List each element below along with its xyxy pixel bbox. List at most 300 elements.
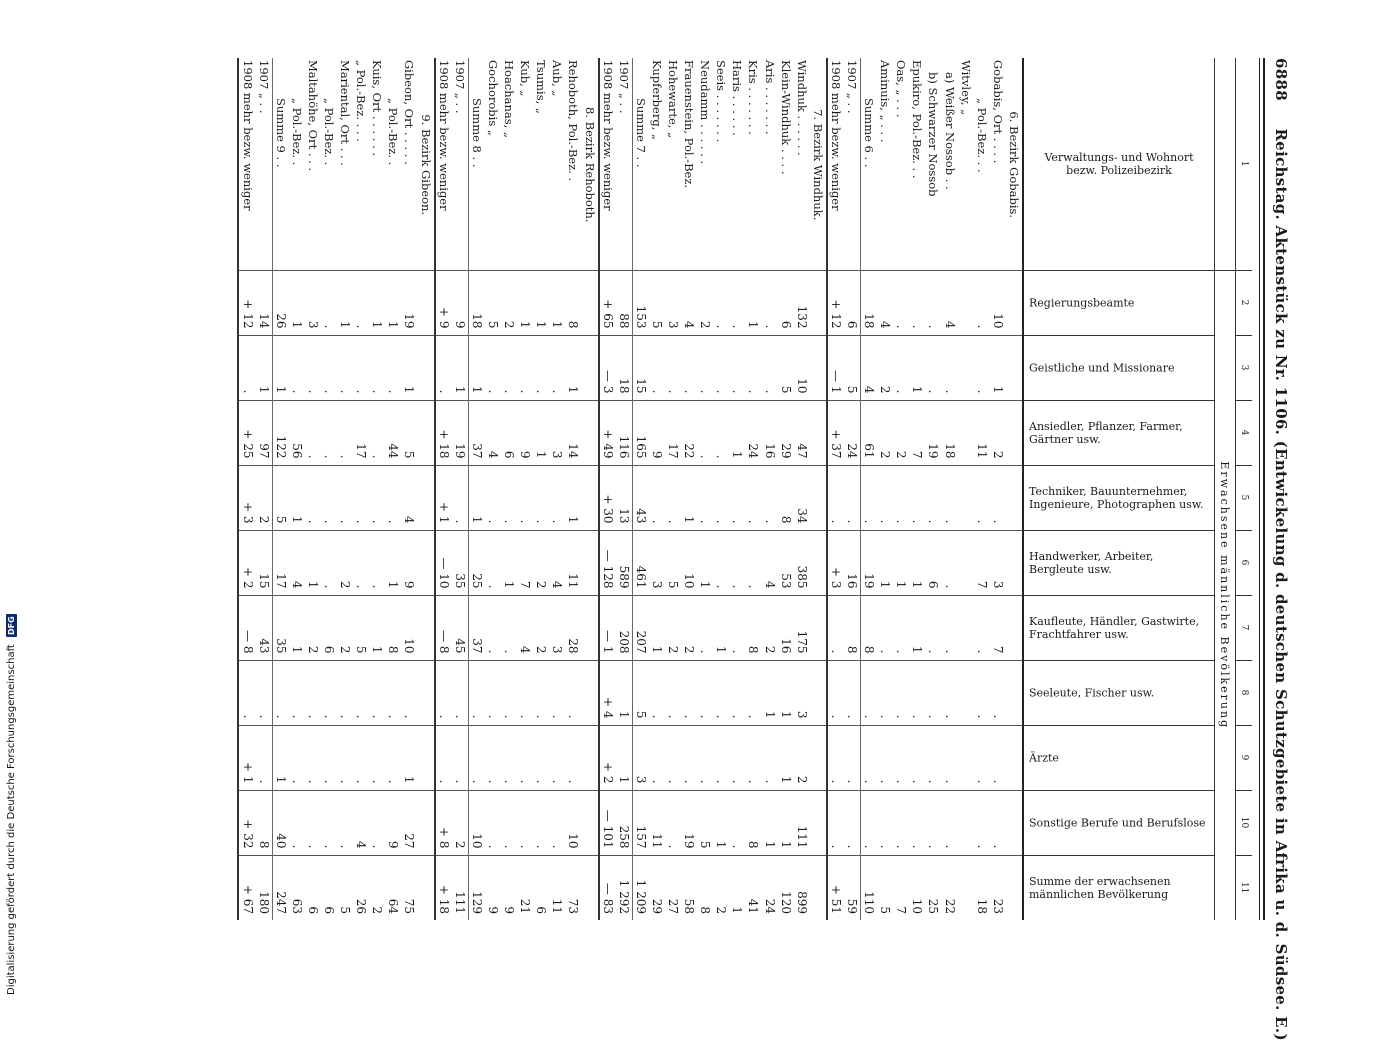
column-number: 9 xyxy=(1236,725,1253,790)
cell-value: 27 xyxy=(665,855,681,920)
cell-value: 4 xyxy=(401,465,417,530)
cell-value xyxy=(810,400,827,465)
population-table xyxy=(238,58,1253,920)
cell-value: 2 xyxy=(369,855,385,920)
cell-value xyxy=(418,725,435,790)
cell-value: . xyxy=(893,790,909,855)
cell-value: 1 xyxy=(468,335,485,400)
cell-value xyxy=(1006,465,1023,530)
table-row xyxy=(925,58,941,920)
cell-value: 5 xyxy=(877,855,893,920)
cell-value: . xyxy=(844,790,861,855)
cell-value: 10 xyxy=(909,855,925,920)
cell-value: 4 xyxy=(353,790,369,855)
cell-value: . xyxy=(877,595,893,660)
cell-value: . xyxy=(893,270,909,335)
row-label: Summe 9 . . xyxy=(272,58,289,270)
cell-value: . xyxy=(909,660,925,725)
cell-value: 8 xyxy=(745,790,761,855)
cell-value: 3 xyxy=(794,660,810,725)
cell-value: . xyxy=(321,270,337,335)
digitization-note-text: Digitalisierung gefördert durch die Deutsche Forschungsgemeinschaft xyxy=(6,644,17,995)
cell-value: 6 xyxy=(321,855,337,920)
column-number: 11 xyxy=(1236,855,1253,920)
cell-value: . xyxy=(762,335,778,400)
cell-value: 73 xyxy=(565,855,581,920)
cell-value: . xyxy=(468,725,485,790)
cell-value: 19 xyxy=(925,400,941,465)
cell-value: . xyxy=(697,725,713,790)
cell-value: 15 xyxy=(256,530,273,595)
cell-value: 2 xyxy=(305,595,321,660)
cell-value: + 49 xyxy=(599,400,616,465)
cell-value: 385 xyxy=(794,530,810,595)
cell-value: 153 xyxy=(632,270,649,335)
row-label: „ Pol.-Bez. . xyxy=(289,98,304,166)
cell-value: . xyxy=(533,660,549,725)
cell-value: 18 xyxy=(616,335,633,400)
cell-value: . xyxy=(321,530,337,595)
cell-value: . xyxy=(353,335,369,400)
cell-value: 6 xyxy=(844,270,861,335)
cell-value: 1 xyxy=(369,595,385,660)
cell-value: 29 xyxy=(649,855,665,920)
table-row xyxy=(778,58,794,920)
column-header xyxy=(1023,465,1215,530)
cell-value xyxy=(1006,725,1023,790)
cell-value: . xyxy=(369,335,385,400)
cell-value: . xyxy=(501,465,517,530)
cell-value: . xyxy=(827,660,844,725)
cell-value: . xyxy=(762,725,778,790)
cell-value: 19 xyxy=(681,790,697,855)
cell-value: . xyxy=(549,465,565,530)
cell-value: 1 xyxy=(681,465,697,530)
cell-value: . xyxy=(713,725,729,790)
column-number: 10 xyxy=(1236,790,1253,855)
cell-value: 75 xyxy=(401,855,417,920)
cell-value: . xyxy=(942,725,958,790)
cell-value: 19 xyxy=(401,270,417,335)
cell-value: 9 xyxy=(517,400,533,465)
cell-value: 14 xyxy=(256,270,273,335)
table-row xyxy=(533,58,549,920)
cell-value: 5 xyxy=(844,335,861,400)
column-header xyxy=(1023,335,1215,400)
cell-value: 3 xyxy=(549,595,565,660)
table-row xyxy=(353,58,369,920)
cell-value: 44 xyxy=(385,400,401,465)
row-label: Oas, „ . . . xyxy=(894,60,909,118)
row-label: Gibeon, Ort . . . . . xyxy=(402,60,417,165)
cell-value: 24 xyxy=(745,400,761,465)
cell-value: + 9 xyxy=(435,270,452,335)
cell-value: 4 xyxy=(289,530,305,595)
row-label: Seeis . . . . . . . xyxy=(714,60,729,143)
cell-value: . xyxy=(681,725,697,790)
cell-value: 24 xyxy=(762,855,778,920)
cell-value: . xyxy=(305,465,321,530)
cell-value xyxy=(581,790,598,855)
cell-value: . xyxy=(861,465,878,530)
cell-value: 27 xyxy=(401,790,417,855)
cell-value xyxy=(1006,400,1023,465)
cell-value xyxy=(810,725,827,790)
cell-value: 8 xyxy=(844,595,861,660)
cell-value: . xyxy=(549,335,565,400)
cell-value: 64 xyxy=(385,855,401,920)
cell-value: . xyxy=(272,660,289,725)
cell-value: . xyxy=(485,530,501,595)
cell-value: 1 xyxy=(549,270,565,335)
cell-value xyxy=(418,465,435,530)
table-row xyxy=(501,58,517,920)
cell-value: 132 xyxy=(794,270,810,335)
cell-value: 1 xyxy=(745,270,761,335)
table-row xyxy=(305,58,321,920)
cell-value: 5 xyxy=(353,595,369,660)
cell-value: . xyxy=(713,660,729,725)
sum-row xyxy=(861,58,878,920)
cell-value: . xyxy=(337,725,353,790)
cell-value: . xyxy=(305,725,321,790)
table-row xyxy=(909,58,925,920)
cell-value: . xyxy=(713,335,729,400)
cell-value: . xyxy=(925,595,941,660)
cell-value xyxy=(581,335,598,400)
table-row xyxy=(337,58,353,920)
cell-value xyxy=(1006,855,1023,920)
cell-value: 6 xyxy=(501,400,517,465)
cell-value: . xyxy=(435,725,452,790)
cell-value: . xyxy=(256,660,273,725)
cell-value: . xyxy=(401,660,417,725)
column-header-text: Handwerker, Arbeiter, Bergleute usw. xyxy=(1029,549,1154,576)
cell-value: . xyxy=(729,335,745,400)
cell-value: 120 xyxy=(778,855,794,920)
table-row xyxy=(369,58,385,920)
table-row xyxy=(942,58,958,920)
cell-value: 2 xyxy=(762,595,778,660)
page-title: Reichstag. Aktenstück zu Nr. 1106. (Entwickelung d. deutschen Schutzgebiete in Afrika u. d. Südsee. E.) xyxy=(1272,128,1290,1041)
cell-value: 88 xyxy=(616,270,633,335)
cell-value: . xyxy=(239,660,256,725)
cell-value: 58 xyxy=(681,855,697,920)
sum-row xyxy=(468,58,485,920)
cell-value: 2 xyxy=(877,400,893,465)
row-label: Summe 7 . . xyxy=(632,58,649,270)
cell-value: 6 xyxy=(321,595,337,660)
row-label: Gochorobis „ xyxy=(485,60,500,136)
cell-value: 8 xyxy=(565,270,581,335)
cell-value: 5 xyxy=(337,855,353,920)
cell-value: 1 xyxy=(517,270,533,335)
row-label: „ Pol.-Bez. . xyxy=(322,98,337,166)
cell-value: 5 xyxy=(665,530,681,595)
cell-value xyxy=(1006,335,1023,400)
cell-value: . xyxy=(745,660,761,725)
cell-value xyxy=(958,790,974,855)
cell-value: . xyxy=(713,465,729,530)
row-label: Hoachanas, „ xyxy=(502,60,517,138)
cell-value: 1 xyxy=(909,595,925,660)
cell-value: — 101 xyxy=(599,790,616,855)
cell-value: . xyxy=(337,400,353,465)
cell-value: . xyxy=(974,790,990,855)
cell-value: — 1 xyxy=(827,335,844,400)
cell-value: 2 xyxy=(681,595,697,660)
cell-value: . xyxy=(942,335,958,400)
cell-value: 7 xyxy=(990,595,1006,660)
cell-value: 18 xyxy=(468,270,485,335)
cell-value: + 51 xyxy=(827,855,844,920)
cell-value: + 18 xyxy=(435,855,452,920)
cell-value: . xyxy=(909,790,925,855)
column-header xyxy=(1023,270,1215,335)
cell-value: . xyxy=(289,335,305,400)
cell-value: . xyxy=(565,660,581,725)
column-number: 5 xyxy=(1236,465,1253,530)
cell-value: 1 xyxy=(452,335,469,400)
cell-value: 2 xyxy=(452,790,469,855)
cell-value: 3 xyxy=(665,270,681,335)
cell-value: . xyxy=(893,595,909,660)
sum-row xyxy=(632,58,649,920)
cell-value: 1 xyxy=(877,530,893,595)
cell-value xyxy=(1006,790,1023,855)
cell-value: . xyxy=(697,595,713,660)
row-label: „ Pol.-Bez. . . xyxy=(974,98,989,173)
column-header-text: Geistliche und Missionare xyxy=(1029,361,1175,374)
table-row xyxy=(649,58,665,920)
cell-value: 1 xyxy=(616,660,633,725)
cell-value: 1 xyxy=(909,335,925,400)
table-row xyxy=(321,58,337,920)
cell-value: 10 xyxy=(565,790,581,855)
cell-value xyxy=(810,595,827,660)
cell-value: 17 xyxy=(272,530,289,595)
cell-value: + 37 xyxy=(827,400,844,465)
column-header xyxy=(1023,790,1215,855)
cell-value: . xyxy=(369,660,385,725)
cell-value: 116 xyxy=(616,400,633,465)
cell-value: . xyxy=(321,400,337,465)
table-row xyxy=(385,58,401,920)
table-row xyxy=(549,58,565,920)
cell-value: 34 xyxy=(794,465,810,530)
dfg-logo: DFG xyxy=(7,616,16,635)
cell-value: . xyxy=(877,725,893,790)
cell-value: 2 xyxy=(533,530,549,595)
cell-value: 22 xyxy=(681,400,697,465)
row-label: Frauenstein, Pol.-Bez. xyxy=(682,60,697,189)
cell-value: 97 xyxy=(256,400,273,465)
cell-value: 4 xyxy=(485,400,501,465)
cell-value: . xyxy=(501,595,517,660)
cell-value: 1 xyxy=(565,465,581,530)
cell-value: 1 xyxy=(289,270,305,335)
table-row xyxy=(289,58,305,920)
cell-value xyxy=(958,725,974,790)
cell-value xyxy=(958,400,974,465)
cell-value: . xyxy=(385,725,401,790)
column-header-text: Sonstige Berufe und Berufslose xyxy=(1029,816,1206,829)
table-row xyxy=(697,58,713,920)
cell-value: . xyxy=(485,595,501,660)
cell-value: . xyxy=(697,660,713,725)
cell-value: . xyxy=(533,790,549,855)
table-row xyxy=(616,58,633,920)
cell-value: 899 xyxy=(794,855,810,920)
cell-value: 1 xyxy=(762,790,778,855)
row-label: 1907 „ . . xyxy=(845,60,860,114)
cell-value: 61 xyxy=(861,400,878,465)
cell-value: . xyxy=(369,465,385,530)
cell-value: 8 xyxy=(861,595,878,660)
column-number: 4 xyxy=(1236,400,1253,465)
cell-value: + 2 xyxy=(239,530,256,595)
section-row xyxy=(418,58,435,920)
cell-value: 10 xyxy=(794,335,810,400)
cell-value: . xyxy=(353,725,369,790)
cell-value: . xyxy=(844,725,861,790)
column-number: 3 xyxy=(1236,335,1253,400)
table-row xyxy=(990,58,1006,920)
cell-value: 41 xyxy=(745,855,761,920)
difference-row xyxy=(435,58,452,920)
cell-value: . xyxy=(827,725,844,790)
cell-value: . xyxy=(305,660,321,725)
column-number: 6 xyxy=(1236,530,1253,595)
row-label: Neudamm . . . . . . xyxy=(698,60,713,165)
cell-value: . xyxy=(321,465,337,530)
cell-value: 1 xyxy=(565,335,581,400)
cell-value: 129 xyxy=(468,855,485,920)
cell-value: . xyxy=(974,725,990,790)
cell-value: . xyxy=(893,335,909,400)
cell-value xyxy=(1006,595,1023,660)
cell-value: 4 xyxy=(877,270,893,335)
cell-value: 25 xyxy=(925,855,941,920)
cell-value xyxy=(958,855,974,920)
cell-value: 8 xyxy=(256,790,273,855)
cell-value: . xyxy=(337,335,353,400)
row-label: Hohewarte, „ xyxy=(665,60,680,139)
table-row xyxy=(517,58,533,920)
cell-value: 2 xyxy=(877,335,893,400)
cell-value: 10 xyxy=(401,595,417,660)
cell-value: 17 xyxy=(353,400,369,465)
cell-value: 4 xyxy=(681,270,697,335)
cell-value: 5 xyxy=(401,400,417,465)
table-row xyxy=(401,58,417,920)
cell-value: . xyxy=(501,725,517,790)
column-number-row xyxy=(1236,58,1253,920)
cell-value: 14 xyxy=(565,400,581,465)
cell-value: 3 xyxy=(305,270,321,335)
cell-value: 53 xyxy=(778,530,794,595)
cell-value: . xyxy=(289,725,305,790)
cell-value: 9 xyxy=(385,790,401,855)
cell-value: 18 xyxy=(861,270,878,335)
cell-value xyxy=(581,855,598,920)
cell-value: . xyxy=(289,660,305,725)
cell-value: — 8 xyxy=(435,595,452,660)
cell-value: 11 xyxy=(974,400,990,465)
cell-value: + 8 xyxy=(435,790,452,855)
cell-value: 10 xyxy=(990,270,1006,335)
column-header-text: Regierungsbeamte xyxy=(1029,296,1135,309)
cell-value xyxy=(810,660,827,725)
cell-value: — 1 xyxy=(599,595,616,660)
row-label: Aris . . . . . . . xyxy=(762,60,777,135)
cell-value: 37 xyxy=(468,595,485,660)
column-header-text: Techniker, Bauunternehmer, Ingenieure, Photographen usw. xyxy=(1029,484,1204,511)
cell-value: . xyxy=(289,790,305,855)
cell-value: + 12 xyxy=(827,270,844,335)
cell-value: 5 xyxy=(632,660,649,725)
column-header xyxy=(1023,855,1215,920)
cell-value: 2 xyxy=(533,595,549,660)
cell-value: . xyxy=(385,465,401,530)
cell-value: 2 xyxy=(990,400,1006,465)
cell-value: . xyxy=(549,790,565,855)
cell-value: . xyxy=(321,660,337,725)
cell-value: 3 xyxy=(649,530,665,595)
column-header xyxy=(1023,530,1215,595)
cell-value: . xyxy=(729,725,745,790)
cell-value: + 12 xyxy=(239,270,256,335)
cell-value: 6 xyxy=(778,270,794,335)
cell-value: . xyxy=(305,790,321,855)
cell-value: 9 xyxy=(401,530,417,595)
cell-value xyxy=(581,595,598,660)
cell-value: 1 xyxy=(533,270,549,335)
column-header xyxy=(1023,400,1215,465)
cell-value xyxy=(418,790,435,855)
header-rule-thin xyxy=(1259,58,1260,920)
table-body xyxy=(239,58,1024,920)
cell-value xyxy=(581,530,598,595)
cell-value: . xyxy=(925,270,941,335)
cell-value: 6 xyxy=(305,855,321,920)
cell-value: . xyxy=(452,465,469,530)
cell-value: 4 xyxy=(549,530,565,595)
cell-value: 1 xyxy=(272,725,289,790)
cell-value: . xyxy=(974,660,990,725)
cell-value: . xyxy=(990,465,1006,530)
cell-value: + 1 xyxy=(239,725,256,790)
table-row xyxy=(681,58,697,920)
cell-value: . xyxy=(713,530,729,595)
row-label: 1908 mehr bezw. weniger xyxy=(435,58,452,270)
cell-value: . xyxy=(517,660,533,725)
row-label: 1907 „ . . xyxy=(452,60,467,114)
row-label: Klein-Windhuk . . . . xyxy=(778,60,793,175)
row-label: Summe 6 . . xyxy=(861,58,878,270)
cell-value: . xyxy=(485,660,501,725)
cell-value: 175 xyxy=(794,595,810,660)
cell-value: + 67 xyxy=(239,855,256,920)
cell-value: 16 xyxy=(762,400,778,465)
table-row xyxy=(452,58,469,920)
cell-value: . xyxy=(974,595,990,660)
cell-value: 1 xyxy=(401,725,417,790)
cell-value: 208 xyxy=(616,595,633,660)
cell-value: . xyxy=(861,660,878,725)
cell-value: . xyxy=(762,465,778,530)
column-header xyxy=(1023,595,1215,660)
